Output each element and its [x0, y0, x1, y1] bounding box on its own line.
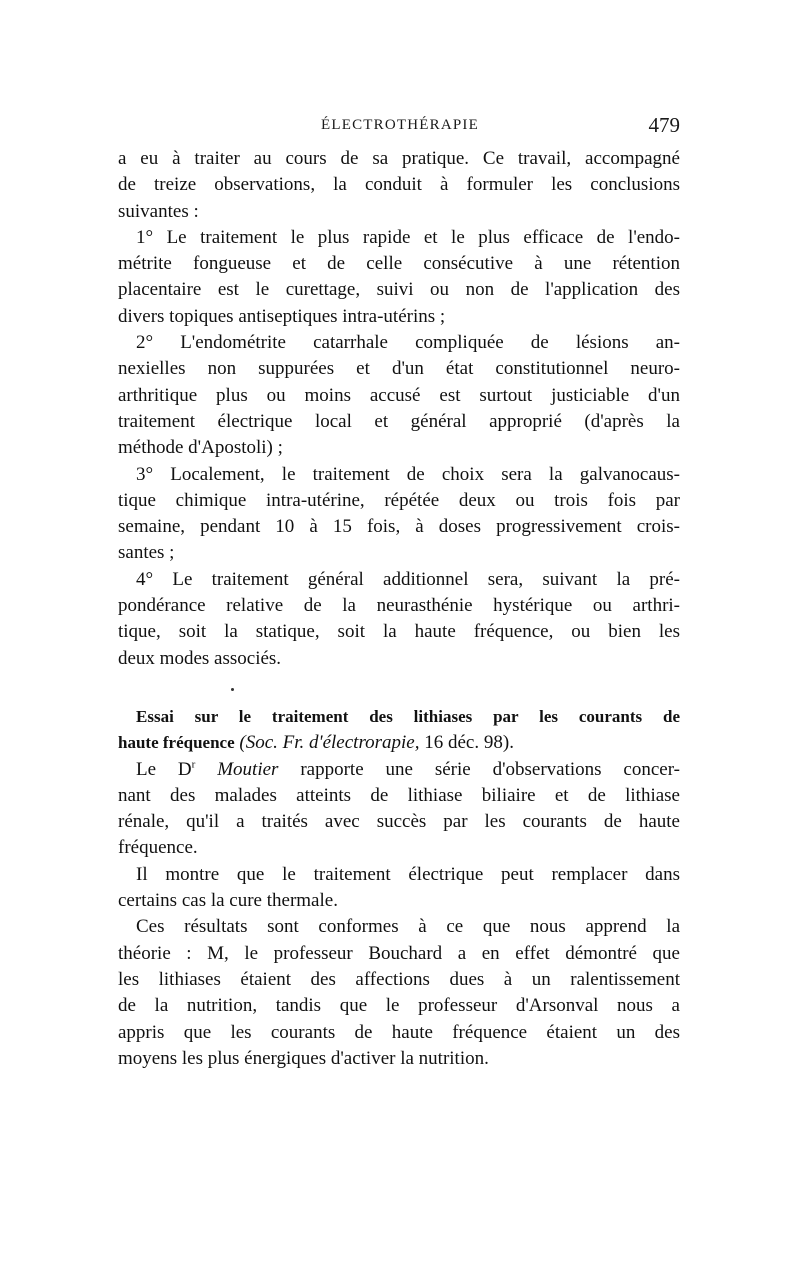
text-line: 2° L'endométrite catarrhale compliquée de lésions an-: [136, 332, 680, 354]
text-line: moyens les plus énergiques d'activer la nutrition.: [118, 1047, 489, 1069]
text-line: rénale, qu'il a traités avec succès par les courants de haute: [118, 811, 680, 833]
body-text: [118, 146, 680, 1072]
conclusion-4: [118, 567, 680, 672]
conclusion-1: [118, 225, 680, 330]
text-line: arthritique plus ou moins accusé est surtout justiciable d'un: [118, 384, 680, 406]
text-line: tique chimique intra-utérine, répétée deux ou trois fois par: [118, 489, 680, 511]
text-line: santes ;: [118, 542, 175, 564]
text-line: théorie : M, le professeur Bouchard a en effet démontré que: [118, 942, 680, 964]
text-line: méthode d'Apostoli) ;: [118, 437, 283, 459]
article-citation: (Soc. Fr. d'électrorapie,: [239, 732, 420, 754]
text-line: nant des malades atteints de lithiase biliaire et de lithiase: [118, 784, 680, 806]
text-line: nexielles non suppurées et d'un état constitutionnel neuro-: [118, 358, 680, 380]
text-line: 3° Localement, le traitement de choix sera la galvanocaus-: [136, 463, 680, 485]
text-line: fréquence.: [118, 837, 198, 859]
conclusion-3: [118, 462, 680, 567]
text-line: a eu à traiter au cours de sa pratique. Ce travail, accompagné: [118, 148, 680, 169]
text-line: deux modes associés.: [118, 647, 282, 669]
text-line: [118, 757, 680, 783]
article-citation-date: 16 déc. 98).: [424, 732, 514, 754]
article-title-line: Essai sur le traitement des lithiases par les courants de: [136, 706, 680, 726]
paragraph-intro: [118, 146, 680, 225]
text-line: Ces résultats sont conformes à ce que nous apprend la: [136, 916, 680, 938]
paragraph-moutier: [118, 757, 680, 862]
text-line: 1° Le traitement le plus rapide et le plus efficace de l'endo-: [136, 226, 680, 248]
text-line: de treize observations, la conduit à formuler les conclusions: [118, 174, 680, 196]
text-line: les lithiases étaient des affections dues à un ralentissement: [118, 968, 680, 990]
text-line: de la nutrition, tandis que le professeur d'Arsonval nous a: [118, 995, 680, 1017]
conclusion-2: [118, 330, 680, 461]
text-fragment: rapporte une série d'observations concer-: [300, 758, 681, 780]
text-line: pondérance relative de la neurasthénie hystérique ou arthri-: [118, 595, 680, 617]
article-heading: [118, 704, 680, 757]
text-line: métrite fongueuse et de celle consécutive à une rétention: [118, 253, 680, 275]
running-title: ÉLECTROTHÉRAPIE: [321, 117, 479, 133]
text-line: semaine, pendant 10 à 15 fois, à doses progressivement crois-: [118, 516, 680, 538]
doctor-abbrev-sup: r: [191, 758, 196, 771]
doctor-abbrev: Le D: [136, 758, 192, 780]
text-line: appris que les courants de haute fréquence étaient un des: [118, 1021, 680, 1043]
paragraph-theory: [118, 914, 680, 1072]
text-line: Il montre que le traitement électrique peut remplacer dans: [136, 863, 680, 885]
text-line: divers topiques antiseptiques intra-utérins ;: [118, 305, 446, 327]
text-line: 4° Le traitement général additionnel sera, suivant la pré-: [136, 568, 680, 590]
paragraph-thermal: [118, 862, 680, 915]
text-line: certains cas la cure thermale.: [118, 890, 338, 912]
article-title-end: haute fréquence: [118, 733, 235, 753]
text-line: suivantes :: [118, 200, 199, 222]
text-line: placentaire est le curettage, suivi ou non de l'application des: [118, 279, 680, 301]
author-name: Moutier: [217, 758, 279, 780]
text-line: tique, soit la statique, soit la haute fréquence, ou bien les: [118, 621, 680, 643]
separator-dot: [231, 688, 234, 691]
article-title-line: [118, 730, 680, 756]
text-line: traitement électrique local et général approprié (d'après la: [118, 410, 680, 432]
page-number: 479: [648, 113, 680, 137]
